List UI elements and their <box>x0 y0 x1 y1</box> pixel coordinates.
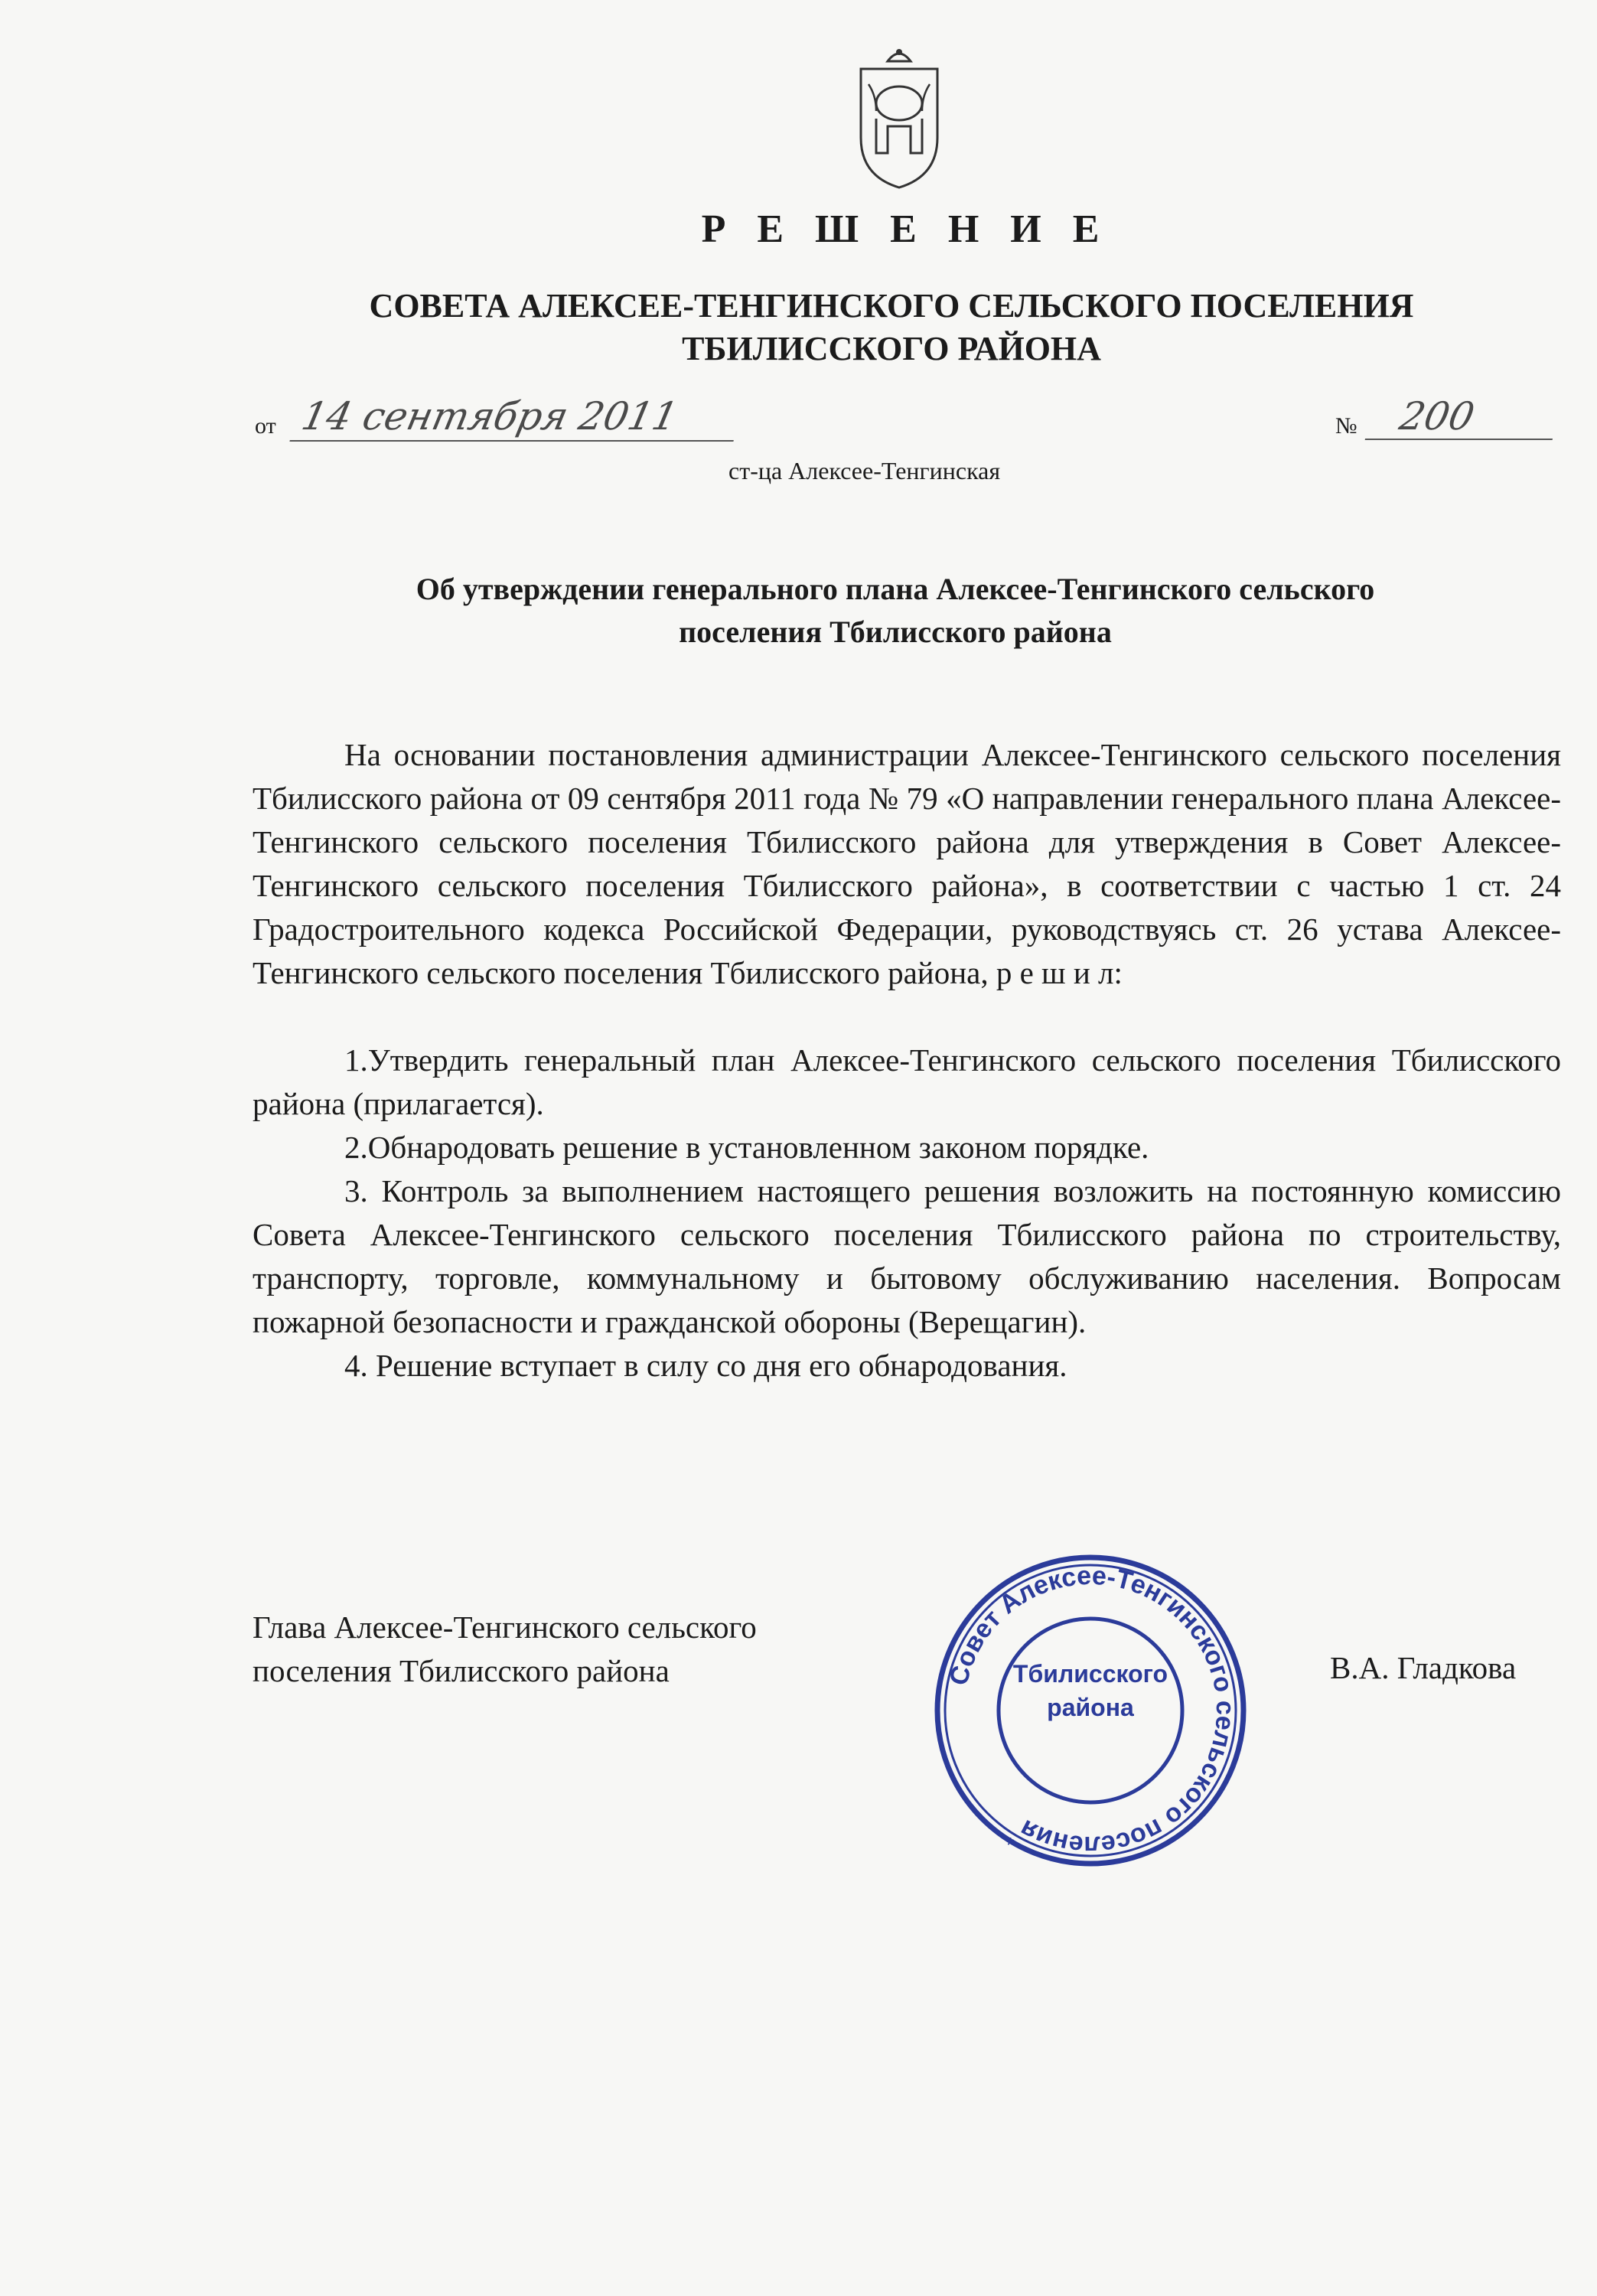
number-label: № <box>1335 413 1357 439</box>
signatory-position <box>253 1606 941 1693</box>
date-label: от <box>255 413 276 439</box>
place-of-issue: ст-ца Алексее-Тенгинская <box>728 457 1001 484</box>
handwritten-date: 14 сентября 2011 <box>289 394 743 442</box>
signatory-position-line1: Глава Алексее-Тенгинского сельского <box>253 1609 757 1645</box>
stamp-center-text <box>991 1657 1190 1724</box>
svg-text:*: * <box>1006 1833 1015 1857</box>
decision-item-2: 2.Обнародовать решение в установленном законом порядке. <box>344 1130 1149 1165</box>
preamble-paragraph: На основании постановления администрации Алексее-Тенгинского сельского поселения Тбилисского района от 09 сентября 2011 года № 79 «О направлении генерального плана Алексее-Тенгинского сельского поселения Тбилисского района для утверждения в Совет Алексее-Тенгинского сельского поселения Тбилисского района», в соответствии с частью 1 ст. 24 Градостроительного кодекса Российской Федерации, руководствуясь ст. 26 устава Алексее-Тенгинского сельского поселения Тбилисского района, р е ш и л: <box>253 737 1561 990</box>
stamp-center-line1: Тбилисского <box>1012 1660 1168 1688</box>
council-name <box>253 285 1530 370</box>
council-name-line2: ТБИЛИССКОГО РАЙОНА <box>682 330 1101 367</box>
handwritten-number: 200 <box>1365 394 1563 440</box>
council-name-line1: СОВЕТА АЛЕКСЕЕ-ТЕНГИНСКОГО СЕЛЬСКОГО ПОСЕЛЕНИЯ <box>369 287 1414 325</box>
signatory-position-line2: поселения Тбилисского района <box>253 1653 670 1688</box>
document-title: Р Е Ш Е Н И Е <box>701 207 1110 251</box>
document-body <box>253 733 1561 1388</box>
subject-line2: поселения Тбилисского района <box>679 615 1112 649</box>
decision-item-3: 3. Контроль за выполнением настоящего решения возложить на постоянную комиссию Совета Алексее-Тенгинского сельского поселения Тбилисского района по строительству, транспорту, торговле, коммунальному и бытовому обслуживанию населения. Вопросам пожарной безопасности и гражданской обороны (Верещагин). <box>253 1173 1561 1339</box>
subject-line1: Об утверждении генерального плана Алексее-Тенгинского сельского <box>416 572 1375 606</box>
coat-of-arms-emblem <box>853 46 945 191</box>
signatory-name: В.А. Гладкова <box>1330 1650 1517 1685</box>
document-subject <box>253 568 1538 654</box>
decision-item-1: 1.Утвердить генеральный план Алексее-Тенгинского сельского поселения Тбилисского района (прилагается). <box>253 1042 1561 1121</box>
stamp-center-line2: района <box>1047 1694 1134 1721</box>
stamp-ring-text: Совет Алексее-Тенгинского сельского поселения <box>944 1561 1240 1861</box>
decision-item-4: 4. Решение вступает в силу со дня его обнародования. <box>344 1348 1067 1383</box>
